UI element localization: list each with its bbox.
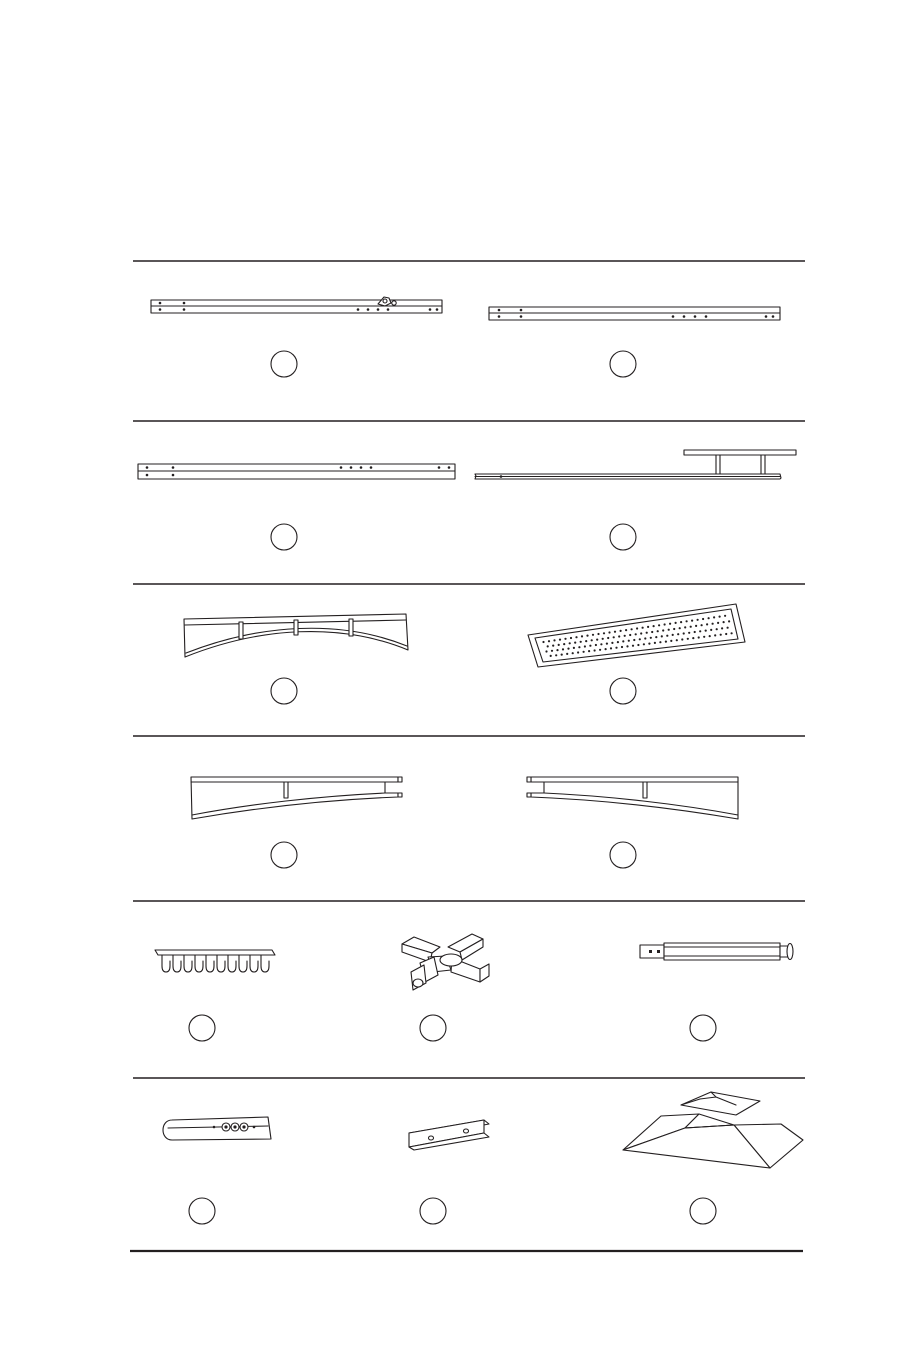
long-rail-with-pivot-bracket-icon: [151, 297, 442, 313]
mesh-hole: [646, 632, 648, 634]
mesh-hole: [573, 647, 575, 649]
mesh-hole: [572, 652, 574, 654]
mesh-hole: [595, 644, 597, 646]
mesh-hole: [712, 623, 714, 625]
hook: [162, 955, 170, 972]
part-number-badge: [610, 842, 636, 868]
hook: [217, 955, 225, 972]
mesh-hole: [713, 616, 715, 618]
mesh-hole: [548, 640, 550, 642]
arched-truss-icon: [184, 614, 408, 657]
mesh-hole: [553, 639, 555, 641]
mesh-hole: [562, 648, 564, 650]
mesh-hole: [666, 635, 668, 637]
mesh-hole: [710, 629, 712, 631]
part-number-badge: [610, 678, 636, 704]
mesh-hole: [672, 634, 674, 636]
mesh-hole: [680, 621, 682, 623]
mesh-hole: [575, 636, 577, 638]
mesh-hole: [561, 654, 563, 656]
mesh-hole: [658, 624, 660, 626]
mesh-hole: [636, 627, 638, 629]
mesh-hole: [583, 651, 585, 653]
mesh-hole: [584, 645, 586, 647]
mesh-hole: [714, 634, 716, 636]
mesh-hole: [602, 638, 604, 640]
mesh-hole: [650, 637, 652, 639]
rail-with-raised-shelf-icon: [475, 450, 796, 479]
mesh-hole: [637, 644, 639, 646]
mesh-hole: [688, 632, 690, 634]
mesh-hole: [665, 641, 667, 643]
mesh-hole: [662, 629, 664, 631]
mesh-hole: [574, 642, 576, 644]
mesh-hole: [625, 629, 627, 631]
mesh-hole: [608, 631, 610, 633]
mesh-hole: [556, 649, 558, 651]
part-number-badge: [610, 524, 636, 550]
mesh-hole: [651, 631, 653, 633]
mesh-hole: [631, 628, 633, 630]
mesh-hole: [558, 644, 560, 646]
mesh-hole: [686, 620, 688, 622]
mesh-hole: [600, 643, 602, 645]
perforated-mesh-panel-icon: [528, 604, 745, 667]
mesh-hole: [542, 641, 544, 643]
part-number-badge: [271, 351, 297, 377]
mesh-hole: [727, 627, 729, 629]
mesh-hole: [648, 643, 650, 645]
mesh-hole: [559, 639, 561, 641]
mesh-hole: [642, 627, 644, 629]
part-number-badge: [189, 1015, 215, 1041]
four-way-connector-icon: [402, 934, 489, 990]
mesh-hole: [564, 638, 566, 640]
mesh-hole: [687, 638, 689, 640]
mesh-hole: [709, 635, 711, 637]
long-rail-icon: [489, 307, 780, 320]
channel-bracket-icon: [409, 1120, 489, 1150]
mesh-hole: [669, 623, 671, 625]
mesh-hole: [550, 655, 552, 657]
mesh-hole: [643, 643, 645, 645]
mesh-hole: [578, 646, 580, 648]
half-truss-right-icon: [527, 777, 738, 819]
mesh-hole: [628, 640, 630, 642]
mesh-hole: [647, 626, 649, 628]
mesh-hole: [610, 647, 612, 649]
mesh-hole: [681, 638, 683, 640]
mesh-hole: [632, 645, 634, 647]
mesh-hole: [603, 632, 605, 634]
mesh-hole: [588, 650, 590, 652]
hook: [250, 955, 258, 972]
part-number-badge: [271, 678, 297, 704]
mesh-hole: [677, 633, 679, 635]
part-number-badge: [271, 524, 297, 550]
mesh-hole: [699, 630, 701, 632]
mesh-hole: [724, 615, 726, 617]
mesh-hole: [607, 637, 609, 639]
mesh-hole: [668, 629, 670, 631]
mesh-hole: [725, 633, 727, 635]
hook-row: [162, 955, 269, 972]
mesh-hole: [617, 641, 619, 643]
mesh-hole: [567, 648, 569, 650]
mesh-hole: [673, 628, 675, 630]
mesh-hole: [611, 642, 613, 644]
mesh-hole: [552, 645, 554, 647]
part-number-badge: [690, 1015, 716, 1041]
long-rail-icon: [138, 464, 455, 479]
mesh-hole: [618, 635, 620, 637]
mesh-hole: [626, 645, 628, 647]
mesh-hole: [703, 636, 705, 638]
mesh-hole: [692, 637, 694, 639]
mesh-hole: [644, 637, 646, 639]
mesh-hole: [708, 617, 710, 619]
mesh-hole: [659, 641, 661, 643]
mesh-hole: [717, 622, 719, 624]
hook: [195, 955, 203, 972]
mesh-hole: [684, 626, 686, 628]
mesh-hole: [728, 620, 730, 622]
part-number-badge: [610, 351, 636, 377]
mesh-hole: [657, 630, 659, 632]
mesh-hole: [653, 625, 655, 627]
mesh-hole: [613, 636, 615, 638]
mesh-hole: [675, 622, 677, 624]
mesh-hole: [690, 626, 692, 628]
mesh-hole: [640, 632, 642, 634]
mesh-hole: [683, 632, 685, 634]
mesh-hole: [620, 630, 622, 632]
mesh-hole: [629, 634, 631, 636]
part-number-badge: [271, 842, 297, 868]
mesh-hole: [691, 620, 693, 622]
mesh-hole: [639, 638, 641, 640]
mesh-hole: [596, 639, 598, 641]
mesh-hole: [705, 630, 707, 632]
hook: [261, 955, 269, 972]
post-tube-icon: [640, 943, 793, 960]
mesh-hole: [570, 637, 572, 639]
mesh-hole: [614, 631, 616, 633]
part-number-badge: [189, 1198, 215, 1224]
mesh-hole: [592, 634, 594, 636]
roof-canopy-icon: [623, 1092, 803, 1168]
mesh-hole: [664, 623, 666, 625]
mesh-hole: [731, 632, 733, 634]
mesh-hole: [723, 621, 725, 623]
mesh-hole: [655, 636, 657, 638]
part-number-badge: [690, 1198, 716, 1224]
mesh-hole: [586, 635, 588, 637]
mesh-hole: [594, 649, 596, 651]
mesh-hole: [581, 635, 583, 637]
mesh-hole: [721, 627, 723, 629]
mesh-hole: [566, 653, 568, 655]
hook: [184, 955, 192, 972]
mesh-hole: [577, 651, 579, 653]
mesh-hole: [661, 635, 663, 637]
mesh-hole: [697, 619, 699, 621]
mesh-hole: [585, 640, 587, 642]
mesh-hole: [679, 627, 681, 629]
rounded-end-cap-icon: [163, 1117, 271, 1140]
mesh-hole: [702, 618, 704, 620]
part-number-badge: [420, 1198, 446, 1224]
mesh-hole: [676, 639, 678, 641]
hook-rack-icon: [155, 950, 275, 972]
mesh-hole: [719, 616, 721, 618]
hook: [239, 955, 247, 972]
mesh-hole: [624, 635, 626, 637]
mesh-hole: [701, 624, 703, 626]
mesh-hole: [597, 633, 599, 635]
mesh-hole: [695, 625, 697, 627]
mesh-hole: [706, 623, 708, 625]
mesh-hole: [606, 643, 608, 645]
mesh-hole: [698, 636, 700, 638]
mesh-hole: [694, 631, 696, 633]
mesh-hole: [633, 639, 635, 641]
mesh-hole: [599, 649, 601, 651]
mesh-hole: [580, 641, 582, 643]
hook: [206, 955, 214, 972]
mesh-hole: [622, 640, 624, 642]
mesh-hole: [555, 654, 557, 656]
mesh-hole: [547, 645, 549, 647]
mesh-hole: [563, 643, 565, 645]
part-number-badge: [420, 1015, 446, 1041]
mesh-hole: [716, 628, 718, 630]
mesh-hole: [621, 646, 623, 648]
mesh-hole: [615, 647, 617, 649]
mesh-hole: [589, 645, 591, 647]
mesh-hole: [670, 640, 672, 642]
mesh-hole: [605, 648, 607, 650]
mesh-hole: [545, 650, 547, 652]
mesh-hole: [635, 633, 637, 635]
hook: [173, 955, 181, 972]
hook: [228, 955, 236, 972]
mesh-hole: [720, 634, 722, 636]
mesh-hole: [591, 639, 593, 641]
mesh-hole: [551, 650, 553, 652]
mesh-hole: [569, 642, 571, 644]
mesh-hole: [654, 642, 656, 644]
half-truss-left-icon: [191, 777, 402, 819]
